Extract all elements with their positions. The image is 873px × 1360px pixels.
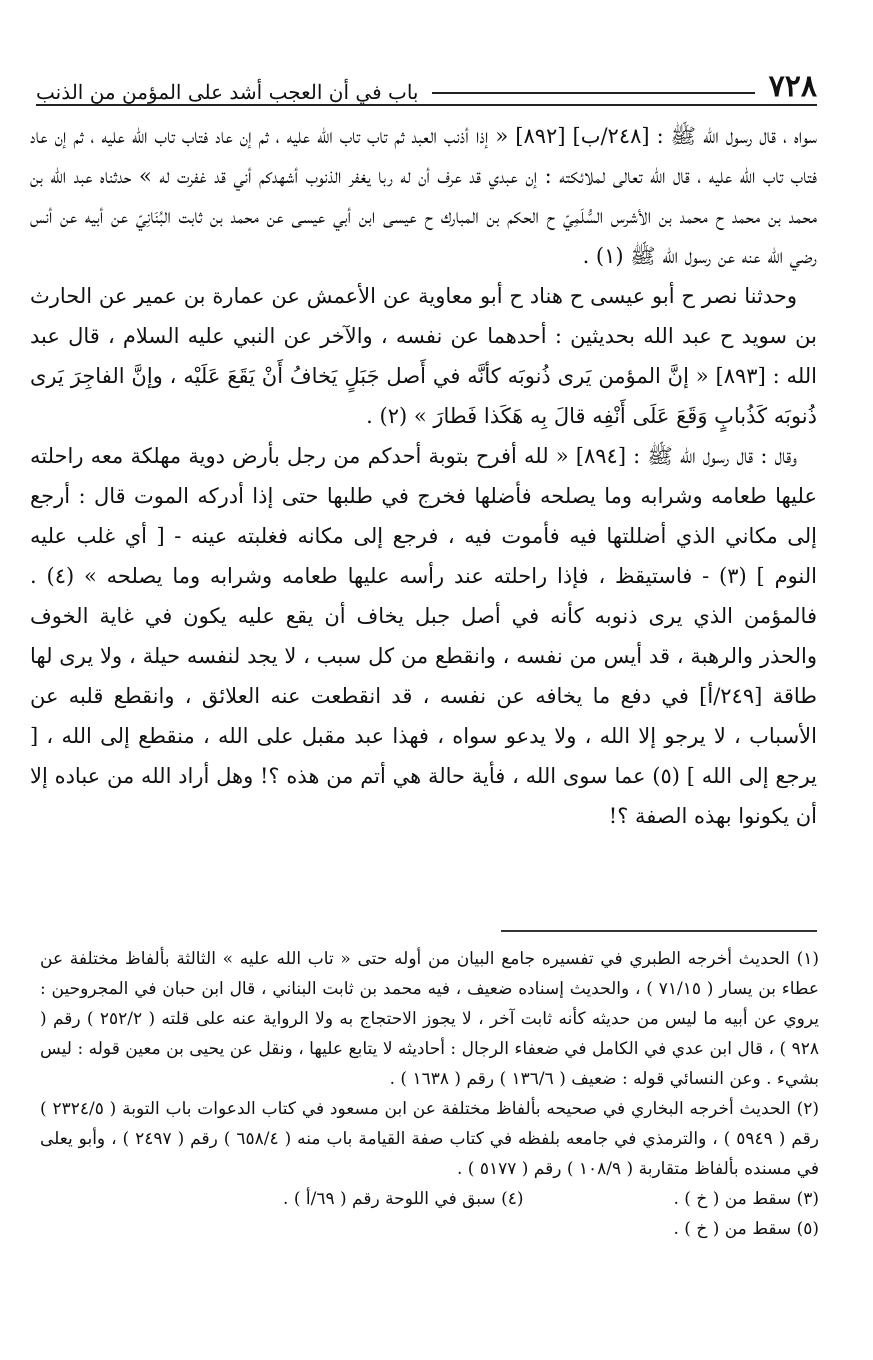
page-header (36, 60, 817, 106)
footnote-row (40, 1184, 819, 1214)
footnote-3: (٣) سقط من ( خ ) . (673, 1189, 819, 1209)
chapter-title: باب في أن العجب أشد على المؤمن من الذنب (36, 80, 419, 104)
paragraph: وحدثنا نصر ح أبو عيسى ح هناد ح أبو معاوية عن الأعمش عن عمارة بن عمير عن الحارث بن سويد ح عبد الله بحديثين : أحدهما عن نفسه ، والآخر عن النبي عليه السلام ، قال عبد الله : [٨٩٣] « إنَّ المؤمن يَرى ذُنوبَه كأنَّه في أَصل جَبَلٍ يَخافُ أَنْ يَقَعَ عَلَيْه ، وإنَّ الفاجِرَ يَرى ذُنوبَه كَذُبابٍ وَقَعَ عَلَى أَنْفِه قالَ بِه هَكَذا فَطارَ » (٢) . (30, 284, 818, 428)
header-rule (432, 92, 754, 94)
footnote-4: (٤) سبق في اللوحة رقم ( ٦٩/أ ) . (283, 1189, 524, 1209)
footnote-separator (501, 930, 817, 932)
paragraph: سواه ، قال رسول الله ﷺ : [٢٤٨/ب] [٨٩٢] « إذا أذنب العبد ثم تاب تاب الله عليه ، ثم إن عاد فتاب تاب الله عليه ، ثم إن عاد فتاب تاب الله عليه ، قال الله تعالى لملائكته : إن عبدي قد عرف أن له ربا يغفر الذنوب أشهدكم أني قد غفرت له » حدثناه عبد الله بن محمد بن محمد ح محمد بن الأشرس السُّلَمِيّ ح الحكم بن المبارك ح عيسى ابن أبي عيسى عن محمد بن ثابت البُنَانِيّ عن أبيه عن أنس رضي الله عنه عن رسول الله ﷺ (١) . (30, 124, 818, 268)
main-text (30, 116, 817, 836)
page-number: ٧٢٨ (768, 69, 817, 104)
footnote-5: (٥) سقط من ( خ ) . (673, 1219, 819, 1239)
paragraph: وقال : قال رسول الله ﷺ : [٨٩٤] « لله أفرح بتوبة أحدكم من رجل بأرض دوية مهلكة معه راحلته عليها طعامه وشرابه وما يصلحه فأضلها فخرج في طلبها حتى إذا أدركه الموت قال : أرجع إلى مكاني الذي أضللتها فيه فأموت فيه ، فرجع إلى مكانه فغلبته عينه - [ أي غلب عليه النوم ] (٣) - فاستيقظ ، فإذا راحلته عند رأسه عليها طعامه وشرابه وما يصلحه » (٤) . فالمؤمن الذي يرى ذنوبه كأنه في أصل جبل يخاف أن يقع عليه يكون في غاية الخوف والحذر والرهبة ، قد أيس من نفسه ، وانقطع من كل سبب ، لا يجد لنفسه حيلة ، ولا يرى لها طاقة [٢٤٩/أ] في دفع ما يخافه عن نفسه ، قد انقطعت عنه العلائق ، وانقطع قلبه عن الأسباب ، لا يرجو إلا الله ، ولا يدعو سواه ، فهذا عبد مقبل على الله ، منقطع إلى الله ، [ يرجع إلى الله ] (٥) عما سوى الله ، فأية حالة هي أتم من هذه ؟! وهل أراد الله من عباده إلا أن يكونوا بهذه الصفة ؟! (30, 444, 817, 828)
footnote-1: (١) الحديث أخرجه الطبري في تفسيره جامع البيان من أوله حتى « تاب الله عليه » الثالثة بألفاظ مختلفة عن عطاء بن يسار ( ٧١/١٥ ) ، والحديث إسناده ضعيف ، فيه محمد بن ثابت البناني ، قال ابن حبان في المجروحين : يروي عن أبيه ما ليس من حديثه كأنه ثابت آخر ، لا يجوز الاحتجاج به ولا الرواية عنه على قلته ( ٢٥٢/٢ ) رقم ( ٩٢٨ ) ، قال ابن عدي في الكامل في ضعفاء الرجال : أحاديثه لا يتابع عليها ، ونقل عن يحيى بن معين قوله : ليس بشيء . وعن النسائي قوله : ضعيف ( ١٣٦/٦ ) رقم ( ١٦٣٨ ) . (40, 949, 820, 1089)
footnote-2: (٢) الحديث أخرجه البخاري في صحيحه بألفاظ مختلفة عن ابن مسعود في كتاب الدعوات باب التوبة ( ٢٣٢٤/٥ ) رقم ( ٥٩٤٩ ) ، والترمذي في جامعه بلفظه في كتاب صفة القيامة باب منه ( ٦٥٨/٤ ) رقم ( ٢٤٩٧ ) ، وأبو يعلى في مسنده بألفاظ متقاربة ( ١٠٨/٩ ) رقم ( ٥١٧٧ ) . (40, 1099, 820, 1179)
footnotes (40, 944, 819, 1244)
